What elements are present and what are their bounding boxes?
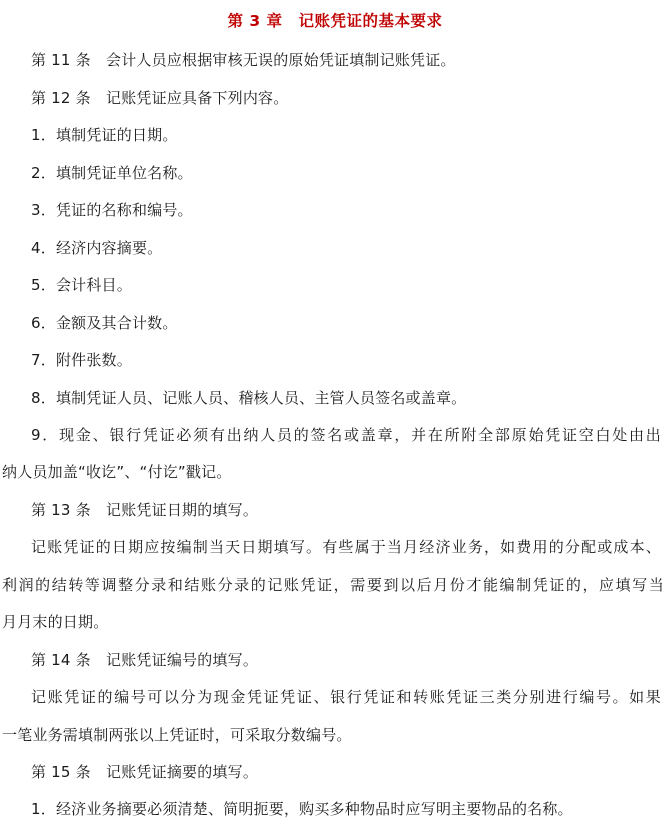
list-item: 6．金额及其合计数。 (31, 314, 178, 332)
paragraph-line: 记账凭证的日期应按编制当天日期填写。有些属于当月经济业务，如费用的分配或成本、 (31, 538, 661, 556)
list-item: 1．填制凭证的日期。 (31, 126, 178, 144)
list-item: 3．凭证的名称和编号。 (31, 201, 193, 219)
paragraph-line: 一笔业务需填制两张以上凭证时，可采取分数编号。 (2, 726, 352, 744)
chapter-title: 第 3 章 记账凭证的基本要求 (227, 12, 443, 30)
article-15: 第 15 条 记账凭证摘要的填写。 (31, 763, 259, 781)
list-item: 9．现金、银行凭证必须有出纳人员的签名或盖章，并在所附全部原始凭证空白处由出 (31, 426, 661, 444)
paragraph-line: 记账凭证的编号可以分为现金凭证凭证、银行凭证和转账凭证三类分别进行编号。如果 (31, 688, 661, 706)
list-item: 1．经济业务摘要必须清楚、简明扼要，购买多种物品时应写明主要物品的名称。 (31, 800, 573, 818)
list-item: 7．附件张数。 (31, 351, 132, 369)
paragraph-line: 月月末的日期。 (2, 613, 109, 631)
article-14: 第 14 条 记账凭证编号的填写。 (31, 651, 259, 669)
article-11: 第 11 条 会计人员应根据审核无误的原始凭证填制记账凭证。 (31, 51, 456, 69)
list-item: 5．会计科目。 (31, 276, 132, 294)
list-item-continuation: 纳人员加盖“收讫”、“付讫”戳记。 (2, 463, 232, 481)
article-12: 第 12 条 记账凭证应具备下列内容。 (31, 89, 289, 107)
list-item: 8．填制凭证人员、记账人员、稽核人员、主管人员签名或盖章。 (31, 389, 467, 407)
paragraph-line: 利润的结转等调整分录和结账分录的记账凭证，需要到以后月份才能编制凭证的，应填写当 (2, 576, 664, 594)
article-13: 第 13 条 记账凭证日期的填写。 (31, 501, 259, 519)
list-item: 2．填制凭证单位名称。 (31, 164, 193, 182)
list-item: 4．经济内容摘要。 (31, 239, 163, 257)
